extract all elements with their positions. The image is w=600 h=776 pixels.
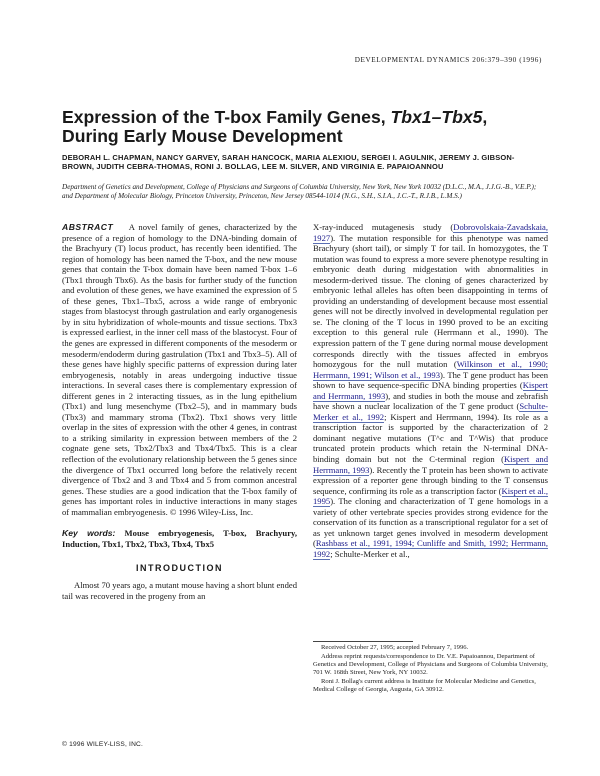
title-gene-range: Tbx1–Tbx5 <box>390 107 483 127</box>
intro-text-5: ; Kispert and Herrmann, 1994). Its role as a transcription factor is supported by the characterization of 2 dominant negative mutations (T^c and T^Wis) that produce truncated protein products which retain the N-terminal DNA-binding domain but not the C-terminal region ( <box>313 411 548 465</box>
introduction-left-text: Almost 70 years ago, a mutant mouse having a short blunt ended tail was recovered in the progeny from an <box>62 579 297 601</box>
reference-link-kispert-1993b[interactable]: Kispert and Herrmann, 1993 <box>313 454 548 475</box>
intro-text-3: ). The T gene product has been shown to have sequence-specific DNA binding properties ( <box>313 369 549 391</box>
received-date: Received October 27, 1995; accepted February 7, 1996. <box>321 644 469 651</box>
keywords-label: Key words: <box>62 528 116 539</box>
reference-link-schulte-merker[interactable]: Schulte-Merker et al., 1992 <box>313 401 548 422</box>
abstract-label: ABSTRACT <box>62 222 114 232</box>
reference-link-dobrovolskaia[interactable]: Dobrovolskaia-Zavadskaia, 1927 <box>313 222 548 243</box>
reference-link-kispert-1993a[interactable]: Kispert and Herrmann, 1993 <box>313 380 548 401</box>
introduction-right-text <box>313 222 548 560</box>
keywords-text: Mouse embryogenesis, T-box, Brachyury, Induction, Tbx1, Tbx2, Tbx3, Tbx4, Tbx5 <box>62 528 297 549</box>
running-header: DEVELOPMENTAL DYNAMICS 206:379–390 (1996) <box>354 56 542 64</box>
reference-link-rashbass[interactable]: Rashbass et al., 1991, 1994; Cunliffe and Smith, 1992; Herrmann, 1992 <box>313 538 548 559</box>
title-tail: , During Early Mouse Development <box>62 107 488 146</box>
abstract-copyright: © 1996 Wiley-Liss, Inc. <box>169 506 254 517</box>
footnote-divider <box>313 641 413 642</box>
abstract <box>62 222 297 517</box>
current-address: Roni J. Bollag's current address is Institute for Molecular Medicine and Genetics, Medical College of Georgia, Augusta, GA 30912. <box>313 677 536 693</box>
keywords <box>62 528 297 549</box>
footnotes <box>313 644 548 694</box>
reference-link-kispert-1995[interactable]: Kispert et al., 1995 <box>313 485 548 507</box>
article-title <box>62 108 532 146</box>
intro-text-8: ; Schulte-Merker et al., <box>330 548 410 559</box>
title-main: Expression of the T-box Family Genes, <box>62 107 391 127</box>
copyright-footer: © 1996 WILEY-LISS, INC. <box>62 741 144 748</box>
affiliation: Department of Genetics and Development, College of Physicians and Surgeons of Columbia University, New York, New York 10032 (D.L.C., M.A., J.J.G.-B., V.E.P.); and Department of Molecular Biology, Princeton University, Princeton, New Jersey 08544-1014 (N.G., S.H., S.I.A., J.C.-T., R.J.B., L.M.S.) <box>62 183 537 201</box>
abstract-text: A novel family of genes, characterized by the presence of a region of homology to the DNA-binding domain of the Brachyury (T) locus product, has recently been identified. The region of homology has been named the T-box, and the new mouse genes that contain the T-box domain have been named T-box 1–6 (Tbx1 through Tbx6). As the basis for further study of the function and evolution of these genes, we have examined the expression of 5 of these genes, Tbx1–Tbx5, across a wide range of embryonic stages from blastocyst through gastrulation and early organogenesis by in situ hybridization of whole-mounts and tissue sections. Tbx3 is expressed earliest, in the inner cell mass of the blastocyst. Four of the genes are expressed in different components of the mesoderm or mesoderm/endoderm during gastrulation (Tbx1 and Tbx3–5). All of these genes have highly specific patterns of expression during later embryogenesis, notably in areas undergoing inductive tissue interactions. In several cases there is complementary expression of different genes in 2 interacting tissues, as in the lung epithelium (Tbx1) and lung mesenchyme (Tbx2–5), and in mammary buds (Tbx3) and mammary stroma (Tbx2). Tbx1 shows very little overlap in the sites of expression with the other 4 genes, in contrast to a striking similarity in expression between members of the 2 cognate gene sets, Tbx2/Tbx3 and Tbx4/Tbx5. This is a clear reflection of the evolutionary relationship between the 5 genes since the divergence of Tbx1 occurred long before the relatively recent divergence of Tbx2 and 3 and Tbx4 and 5 from common ancestral genes. These studies are a good indication that the T-box family of genes has important roles in inductive interactions in many stages of mammalian embryogenesis. <box>62 222 297 517</box>
intro-text-2: ). The mutation responsible for this phenotype was named Brachyury (short tail), or simply T for tail. In homozygotes, the T mutation was found to express a more severe phenotype resulting in embryonic death during midgestation with abnormalities in mesoderm-derived tissue. The cloning of genes characterized by embryonic lethal alleles has often been disappointing in terms of providing an understanding of development because most essential genes will not be directly involved in developmental regulation per se. The cloning of the T locus in 1990 proved to be an exciting exception to this general rule (Herrmann et al., 1990). The expression pattern of the T gene during normal mouse development corresponds directly with the tissues affected in embryos homozygous for the null mutation ( <box>313 232 548 370</box>
intro-text-6: ). Recently the T protein has been shown to activate expression of a reporter gene through binding to the T consensus sequence, confirming its role as a transcription factor ( <box>313 464 548 496</box>
author-list: DEBORAH L. CHAPMAN, NANCY GARVEY, SARAH HANCOCK, MARIA ALEXIOU, SERGEI I. AGULNIK, JEREMY J. GIBSON-BROWN, JUDITH CEBRA-THOMAS, RONI J. BOLLAG, LEE M. SILVER, AND VIRGINIA E. PAPAIOANNOU <box>62 153 515 172</box>
intro-text-4: ), and studies in both the mouse and zebrafish have shown a nuclear localization of the T gene product ( <box>313 390 548 412</box>
left-column <box>62 222 297 601</box>
intro-text-7: ). The cloning and characterization of T gene homologs in a variety of other vertebrate species provides strong evidence for the conservation of its function as a transcriptional regulator for a set of as yet unknown target genes involved in mesoderm development ( <box>313 496 548 549</box>
reference-link-wilkinson[interactable]: Wilkinson et al., 1990; Herrmann, 1991; Wilson et al., 1993 <box>313 359 548 380</box>
correspondence-address: Address reprint requests/correspondence to Dr. V.E. Papaioannou, Department of Genetics and Development, College of Physicians and Surgeons of Columbia University, 701 W. 168th Street, New York, NY 10032. <box>313 652 548 676</box>
intro-text-1: X-ray-induced mutagenesis study ( <box>313 222 454 232</box>
right-column <box>313 222 548 560</box>
introduction-heading: INTRODUCTION <box>136 563 223 574</box>
